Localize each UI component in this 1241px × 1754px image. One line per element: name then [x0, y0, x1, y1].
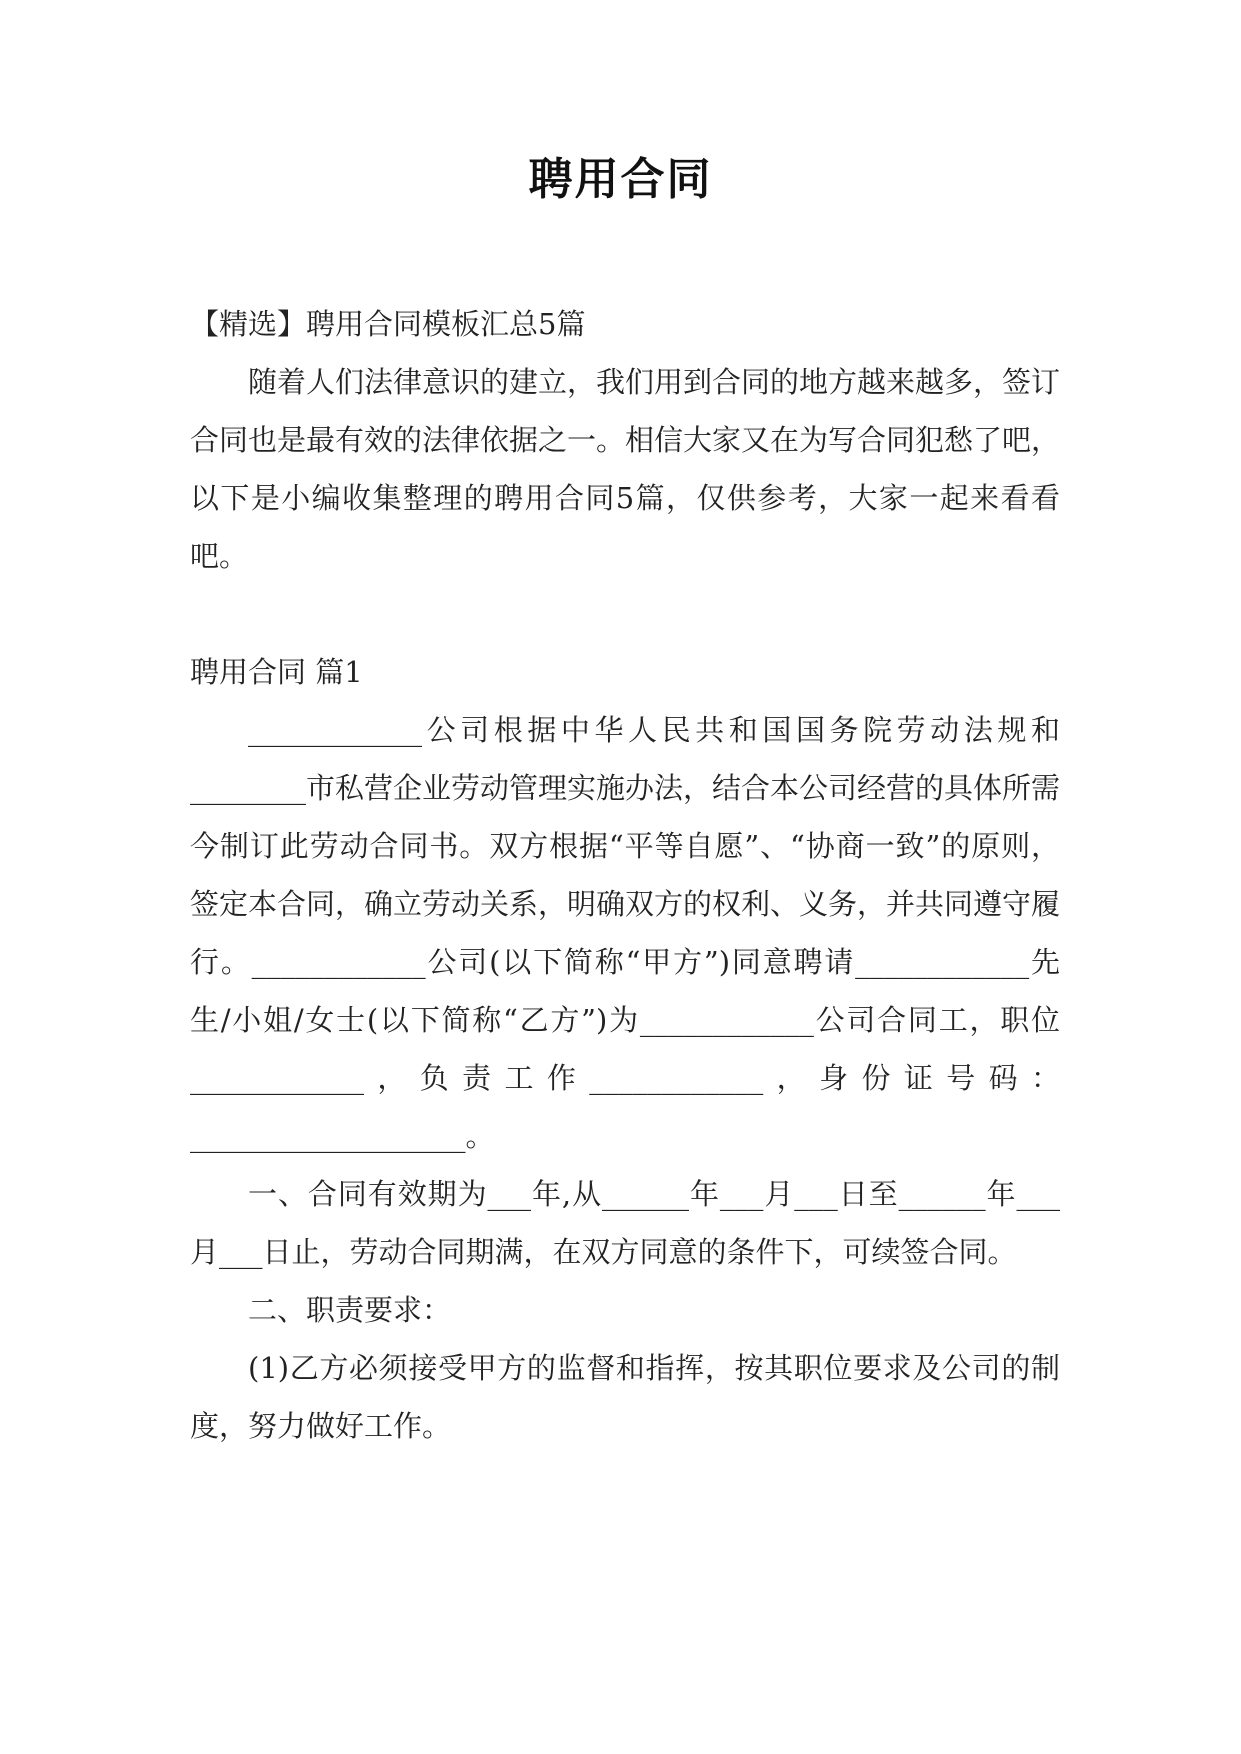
- clause-duties-item-1: (1)乙方必须接受甲方的监督和指挥，按其职位要求及公司的制度，努力做好工作。: [190, 1351, 1060, 1443]
- contract-preamble: ____________公司根据中华人民共和国国务院劳动法规和________市私营企业劳动管理实施办法，结合本公司经营的具体所需今制订此劳动合同书。双方根据“平等自愿”、“协商一致”的原则，签定本合同，确立劳动关系，明确双方的权利、义务，并共同遵守履行。____________公司(以下简称“甲方”)同意聘请____________先 生/小姐/女士(以下简称“乙方”)为____________公司合同工，职位____________，负责工作____________，身份证号码：___________________。: [190, 713, 1061, 1153]
- document-body: [190, 295, 1060, 1455]
- document-title: 聘用合同: [528, 154, 713, 205]
- intro-heading: 【精选】聘用合同模板汇总5篇: [190, 307, 586, 341]
- clause-duties-heading: 二、职责要求：: [248, 1293, 452, 1327]
- intro-paragraph: 随着人们法律意识的建立，我们用到合同的地方越来越多，签订合同也是最有效的法律依据之一。相信大家又在为写合同犯愁了吧，以下是小编收集整理的聘用合同5篇，仅供参考，大家一起来看看吧。: [190, 365, 1061, 573]
- clause-term: 一、合同有效期为___年,从______年___月___日至______年___月___日止，劳动合同期满，在双方同意的条件下，可续签合同。: [190, 1177, 1060, 1269]
- section-heading: 聘用合同 篇1: [190, 655, 363, 689]
